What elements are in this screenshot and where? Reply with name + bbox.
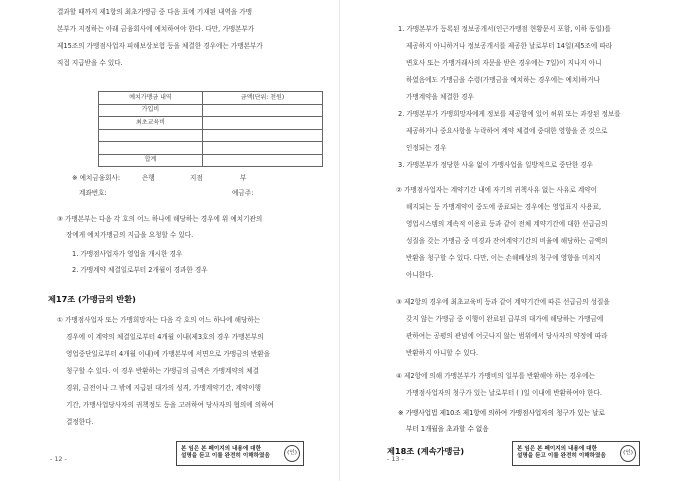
confirmation-box [176, 441, 304, 466]
paragraph-1-line: 기간, 가맹사업당사자의 귀책정도 등을 고려하여 당사자의 협의에 의하여 [66, 401, 274, 409]
paragraph-3-line: 반환하지 아니할 수 있다. [406, 349, 479, 357]
paragraph-4-line: 가맹점사업자의 청구가 있는 날로부터 ( )일 이내에 반환하여야 한다. [406, 389, 602, 397]
intro-line: 결과할 때까지 제1항의 최초가맹금 중 다음 표에 기재된 내역을 가맹 [57, 8, 253, 16]
paragraph-2-line: 반환을 청구할 수 있다. 다만, 이는 손해배상의 청구에 영향을 미치지 [406, 254, 602, 262]
list-item: 제공하지 아니하거나 정보공개서를 제공한 날로부터 14일(제5조에 따라 [406, 42, 613, 50]
table-header-amount: 금액(단위: 천원) [203, 92, 323, 105]
list-item: 제공하거나 중요사항을 누락하여 계약 체결에 중대한 영향을 준 것으로 [406, 127, 608, 135]
page-number: - 13 - [387, 455, 404, 463]
seal-mark: (인) [620, 445, 636, 462]
table-cell-training-fee: 최초교육비 [99, 117, 203, 130]
list-item: 1. 가맹본부가 등록된 정보공개서(인근가맹점 현황문서 포함, 이하 동일)를 [398, 25, 611, 33]
institution-branch: 지점 [190, 174, 203, 182]
paragraph-2-line: 해지되는 등 가맹계약이 중도에 종료되는 경우에는 영업표지 사용료, [406, 203, 602, 211]
table-cell-amount [203, 117, 323, 130]
intro-line: 본부가 지정하는 아래 금융회사에 예치하여야 한다. 다만, 가맹본부가 [57, 25, 255, 33]
paragraph-3-line: 관하여는 공평의 관념에 어긋나지 않는 범위에서 당사자의 약정에 따라 [406, 332, 608, 340]
table-row [99, 154, 323, 167]
statutory-note: ※ 가맹사업법 제10조 제1항에 의하여 가맹점사업자의 청구가 있는 날로 [398, 409, 605, 417]
paragraph-1-line: 결정한다. [66, 418, 94, 426]
paragraph-2-line: 성질을 갖는 가맹금 중 미경과 잔여계약기간의 비율에 해당하는 금액의 [406, 237, 608, 245]
paragraph-1-line: 영업중단일로부터 4개월 이내)에 가맹본부에 서면으로 가맹금의 반환을 [66, 350, 271, 358]
page-number: - 12 - [50, 455, 67, 463]
confirmation-text: 본 임은 본 페이지의 내용에 대한 [517, 446, 597, 452]
holder-label: 예금주: [232, 189, 254, 197]
paragraph-1-line: 경우에 이 계약의 체결일로부터 4개월 이내(제3호의 경우 가맹본부의 [66, 333, 264, 341]
paragraph-3-line: 장에게 예치가맹금의 지급을 요청할 수 있다. [66, 231, 194, 239]
table-cell-entry-fee: 가입비 [99, 104, 203, 117]
list-item: 가맹계약을 체결한 경우 [406, 93, 474, 101]
table-cell-amount [203, 142, 323, 155]
table-row [99, 92, 323, 105]
seal-mark: (인) [284, 445, 300, 462]
confirmation-text: 설명을 듣고 이를 완전히 이해하였음 [181, 453, 270, 459]
paragraph-1-line: 청구할 수 있다. 이 경우 반환하는 가맹금의 금액은 가맹계약의 체결 [66, 367, 259, 375]
table-cell-amount [203, 154, 323, 167]
table-row [99, 129, 323, 142]
article-18-title: 제18조 (계속가맹금) [387, 446, 465, 456]
table-header-item: 예치가맹금 내역 [99, 92, 203, 105]
statutory-note: 부터 1개월을 초과할 수 없음 [406, 425, 489, 433]
right-page [340, 0, 680, 481]
paragraph-1-line: 경위, 금전이나 그 밖에 지급된 대가의 성격, 가맹계약기간, 계약이행 [66, 384, 262, 392]
table-cell-empty [99, 142, 203, 155]
table-row [99, 104, 323, 117]
institution-label: ※ 예치금융회사: [72, 174, 121, 182]
table-cell-empty [99, 129, 203, 142]
table-cell-amount [203, 104, 323, 117]
paragraph-3-item: 1. 가맹점사업자가 영업을 개시한 경우 [72, 250, 183, 258]
list-item: 2. 가맹본부가 가맹희망자에게 정보를 제공함에 있어 허위 또는 과장된 정보를 [398, 110, 621, 118]
institution-bank: 은행 [142, 174, 155, 182]
table-row [99, 142, 323, 155]
paragraph-3-item: 2. 가맹계약 체결일로부터 2개월이 경과한 경우 [72, 266, 208, 274]
account-label: 계좌번호: [79, 189, 107, 197]
institution-bu: 부 [240, 174, 247, 182]
paragraph-3-line: ③ 제2항의 경우에 최초교육비 등과 같이 계약기간에 따른 선급금의 성질을 [396, 298, 610, 306]
paragraph-2-line: 아니한다. [406, 271, 434, 279]
paragraph-2-line: 영업시스템의 계속적 이용료 등과 같이 전체 계약기간에 대한 선급금의 [406, 220, 608, 228]
paragraph-4-line: ④ 제2항에 의해 가맹본부가 가맹비의 일부를 반환해야 하는 경우에는 [396, 372, 595, 380]
article-17-title: 제17조 (가맹금의 반환) [48, 294, 136, 304]
list-item: 변호사 또는 가맹거래사의 자문을 받은 경우에는 7일)이 지나지 아니 [406, 59, 602, 67]
confirmation-text: 본 임은 본 페이지의 내용에 대한 [181, 446, 261, 452]
paragraph-2-line: ② 가맹점사업자는 계약기간 내에 자기의 귀책사유 없는 사유로 계약이 [396, 186, 598, 194]
paragraph-1-line: ① 가맹점사업자 또는 가맹희망자는 다음 각 호의 어느 하나에 해당하는 [57, 316, 261, 324]
confirmation-text: 설명을 듣고 이를 완전히 이해하였음 [517, 453, 606, 459]
list-item: 3. 가맹본부가 정당한 사유 없이 가맹사업을 일방적으로 중단한 경우 [398, 161, 594, 169]
confirmation-box [512, 441, 640, 466]
list-item: 하였음에도 가맹금을 수령(가맹금을 예치하는 경우에는 예치)하거나 [406, 76, 600, 84]
table-row [99, 117, 323, 130]
deposit-table [98, 91, 323, 167]
paragraph-3-line: 갖지 않는 가맹금 중 이행이 완료된 급부의 대가에 해당하는 가맹금에 [406, 315, 604, 323]
paragraph-3-line: ③ 가맹본부는 다음 각 호의 어느 하나에 해당하는 경우에 위 예치기관의 [57, 215, 263, 223]
table-cell-amount [203, 129, 323, 142]
table-cell-total: 합계 [99, 154, 203, 167]
list-item: 인정되는 경우 [406, 144, 447, 152]
intro-line: 제15조의 가맹점사업자 피해보상보험 등을 체결한 경우에는 가맹본부가 [57, 42, 263, 50]
intro-line: 직접 지급받을 수 있다. [57, 59, 123, 67]
